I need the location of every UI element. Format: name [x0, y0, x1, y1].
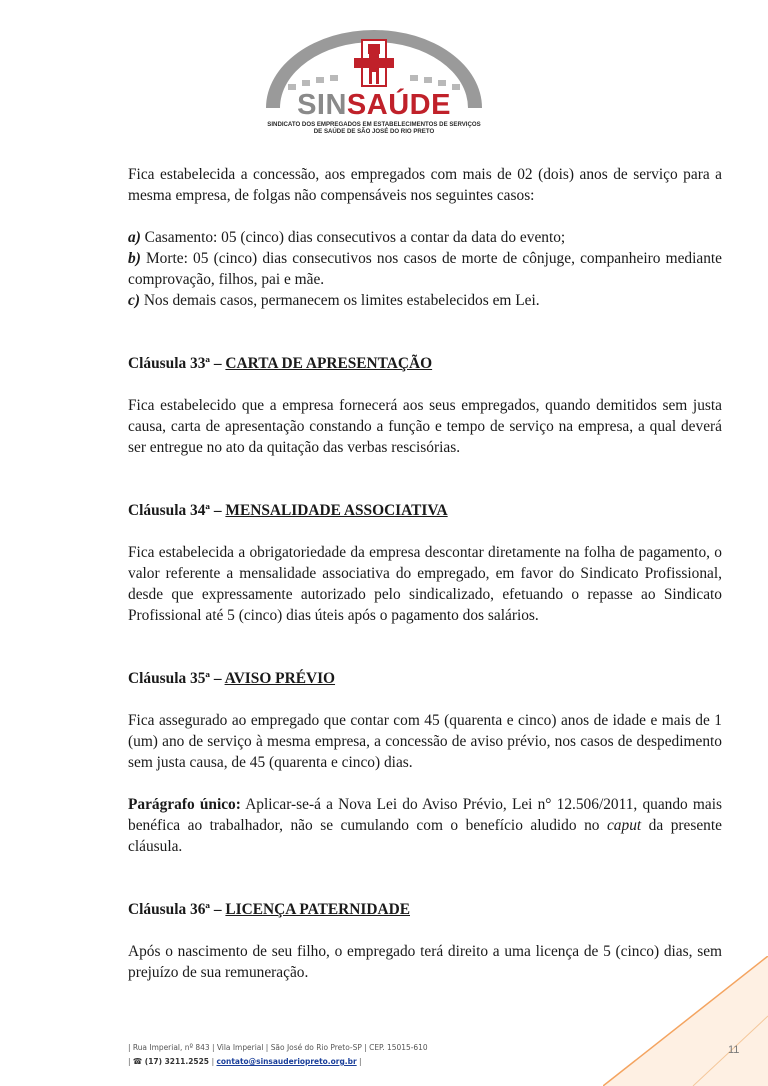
list-item-b-label: b) — [128, 250, 141, 267]
telephone-icon: ☎ — [132, 1056, 143, 1066]
clause-33-heading — [128, 353, 722, 374]
footer-phone-prefix: | — [128, 1056, 133, 1066]
logo-wordmark-saude: SAÚDE — [346, 89, 451, 121]
logo-subtitle-line2: DE SAÚDE DE SÃO JOSÉ DO RIO PRETO — [313, 128, 435, 135]
list-item-b — [128, 248, 722, 290]
intro-paragraph: Fica estabelecida a concessão, aos empregados com mais de 02 (dois) anos de serviço para a mesma empresa, de folgas não compensáveis nos seguintes casos: — [128, 166, 722, 204]
clause-36-text: Após o nascimento de seu filho, o empregado terá direito a uma licença de 5 (cinco) dias, sem prejuízo de sua remuneração. — [128, 943, 722, 981]
footer-email-link[interactable]: contato@sinsauderiopreto.org.br — [216, 1056, 357, 1066]
clause-35-text: Fica assegurado ao empregado que contar com 45 (quarenta e cinco) anos de idade e mais de 1 (um) ano de serviço à mesma empresa, a concessão de aviso prévio, nos casos de despedimento sem justa causa, de 45 (quarenta e cinco) dias. — [128, 712, 722, 771]
clause-35-heading — [128, 668, 722, 689]
footer-phone: (17) 3211.2525 — [142, 1056, 212, 1066]
list-item-a-text: Casamento: 05 (cinco) dias consecutivos a contar da data do evento; — [140, 229, 566, 246]
clause-34-text: Fica estabelecida a obrigatoriedade da empresa descontar diretamente na folha de pagamento, o valor referente a mensalidade associativa do empregado, em favor do Sindicato Profissional, desde que expressamente autorizado pelo sindicalizado, efetuando o repasse ao Sindicato Profissional até 5 (cinco) dias úteis após o pagamento dos salários. — [128, 544, 722, 624]
clause-35-paragraph-end: da presente cláusula. — [128, 817, 722, 855]
clause-35-paragraph-text: Aplicar-se-á a Nova Lei do Aviso Prévio, Lei n° 12.506/2011, quando mais benéfica ao trabalhador, não se cumulando com o benefício aludido no — [128, 796, 722, 834]
list-item-b-text: Morte: 05 (cinco) dias consecutivos nos casos de morte de cônjuge, companheiro mediante comprovação, filhos, pai e mãe. — [128, 250, 722, 288]
clause-35-number: Cláusula 35ª – — [128, 670, 225, 687]
list-item-c-text: Nos demais casos, permanecem os limites estabelecidos em Lei. — [139, 292, 540, 309]
list-item-c-label: c) — [128, 292, 140, 309]
footer-trailing: | — [356, 1056, 362, 1066]
clause-35-paragraph — [128, 794, 722, 857]
document-body — [128, 164, 722, 983]
clause-36-heading — [128, 899, 722, 920]
clause-34-heading — [128, 500, 722, 521]
list-item-a-label: a) — [128, 229, 141, 246]
sinsaude-logo — [258, 28, 490, 135]
logo-wordmark — [258, 90, 490, 120]
clause-35-paragraph-italic: caput — [606, 817, 642, 834]
corner-decoration — [603, 956, 768, 1086]
page-footer — [128, 1040, 428, 1068]
list-item-c — [128, 290, 722, 311]
clause-33-text: Fica estabelecido que a empresa fornecerá aos seus empregados, quando demitidos sem justa causa, carta de apresentação constando a função e tempo de serviço na empresa, a qual deverá ser entregue no ato da quitação das verbas rescisórias. — [128, 397, 722, 456]
clause-36-number: Cláusula 36ª – — [128, 901, 226, 918]
clause-35-title: AVISO PRÉVIO — [224, 670, 336, 687]
logo-subtitle-line1: SINDICATO DOS EMPREGADOS EM ESTABELECIMENTOS DE SERVIÇOS — [267, 121, 481, 128]
clause-33-number: Cláusula 33ª – — [128, 355, 226, 372]
footer-separator: | — [211, 1056, 217, 1066]
logo-wordmark-sin: SIN — [297, 89, 347, 121]
footer-address: | Rua Imperial, nº 843 | Vila Imperial | São José do Rio Preto-SP | CEP. 15015-610 — [128, 1042, 428, 1052]
clause-34-title: MENSALIDADE ASSOCIATIVA — [225, 502, 448, 519]
page-number: 11 — [728, 1044, 740, 1056]
clause-35-paragraph-label: Parágrafo único: — [128, 796, 241, 813]
clause-33-title: CARTA DE APRESENTAÇÃO — [225, 355, 433, 372]
list-item-a — [128, 227, 722, 248]
clause-36-title: LICENÇA PATERNIDADE — [225, 901, 410, 918]
footer-contact — [128, 1054, 428, 1068]
clause-34-number: Cláusula 34ª – — [128, 502, 226, 519]
